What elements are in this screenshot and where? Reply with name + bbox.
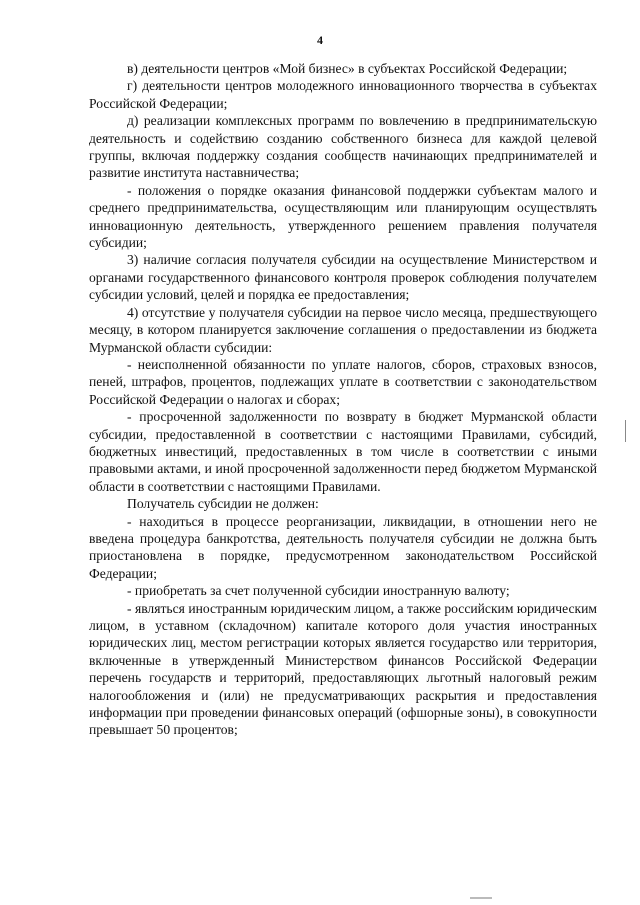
scan-bottom-mark <box>470 897 492 899</box>
paragraph-foreign-currency: - приобретать за счет полученной субсидии иностранную валюту; <box>127 583 510 599</box>
paragraph-reorganization: - находиться в процессе реорганизации, ликвидации, в отношении него не введена процедура банкротства, деятельность получателя субсидии не должна быть приостановлена в порядке, предусмотренном законодательством Российской Федерации; <box>89 513 597 581</box>
paragraph-item-v: в) деятельности центров «Мой бизнес» в субъектах Российской Федерации; <box>127 61 568 76</box>
paragraph-item-g: г) деятельности центров молодежного инновационного творчества в субъектах Российской Федерации; <box>89 78 597 111</box>
paragraph-item-4: 4) отсутствие у получателя субсидии на первое число месяца, предшествующего месяцу, в котором планируется заключение соглашения о предоставлении из бюджета Мурманской области субсидии: <box>89 304 597 355</box>
paragraph-requirements-heading: Получатель субсидии не должен: <box>127 496 319 512</box>
page-number: 4 <box>317 33 323 47</box>
paragraph-regulation: - положения о порядке оказания финансовой поддержки субъектам малого и среднего предпринимательства, осуществляющим или планирующим осуществлять инновационную деятельность, утвержденного решением правления получателя субсидии; <box>89 182 597 251</box>
paragraph-foreign-entity: - являться иностранным юридическим лицом, а также российским юридическим лицом, в уставном (складочном) капитале которого доля участия иностранных юридических лиц, местом регистрации которых является государство или территория, включенные в утвержденный Министерством финансов Российской Федерации перечень государств и территорий, предоставляющих льготный налоговый режим налогообложения и (или) не предусматривающих раскрытия и предоставления информации при проведении финансовых операций (офшорные зоны), в совокупности превышает 50 процентов; <box>89 600 597 738</box>
paragraph-item-d: д) реализации комплексных программ по вовлечению в предпринимательскую деятельность и содействию созданию собственного бизнеса для каждой целевой группы, включая поддержку создания сообществ начинающих предпринимателей и развитие института наставничества; <box>89 113 597 181</box>
scan-margin-mark <box>625 420 626 442</box>
paragraph-tax-obligations: - неисполненной обязанности по уплате налогов, сборов, страховых взносов, пеней, штрафов, процентов, подлежащих уплате в соответствии с законодательством Российской Федерации о налогах и сборах; <box>89 356 597 407</box>
document-body <box>89 60 597 739</box>
paragraph-item-3: 3) наличие согласия получателя субсидии на осуществление Министерством и органами государственного финансового контроля проверок соблюдения получателем субсидии условий, целей и порядка ее предоставления; <box>89 252 597 303</box>
paragraph-overdue-debt: - просроченной задолженности по возврату в бюджет Мурманской области субсидии, предоставленной в соответствии с настоящими Правилами, субсидий, бюджетных инвестиций, предоставленных в том числе в соответствии с иными правовыми актами, и иной просроченной задолженности перед бюджетом Мурманской области в соответствии с настоящими Правилами. <box>89 409 597 494</box>
